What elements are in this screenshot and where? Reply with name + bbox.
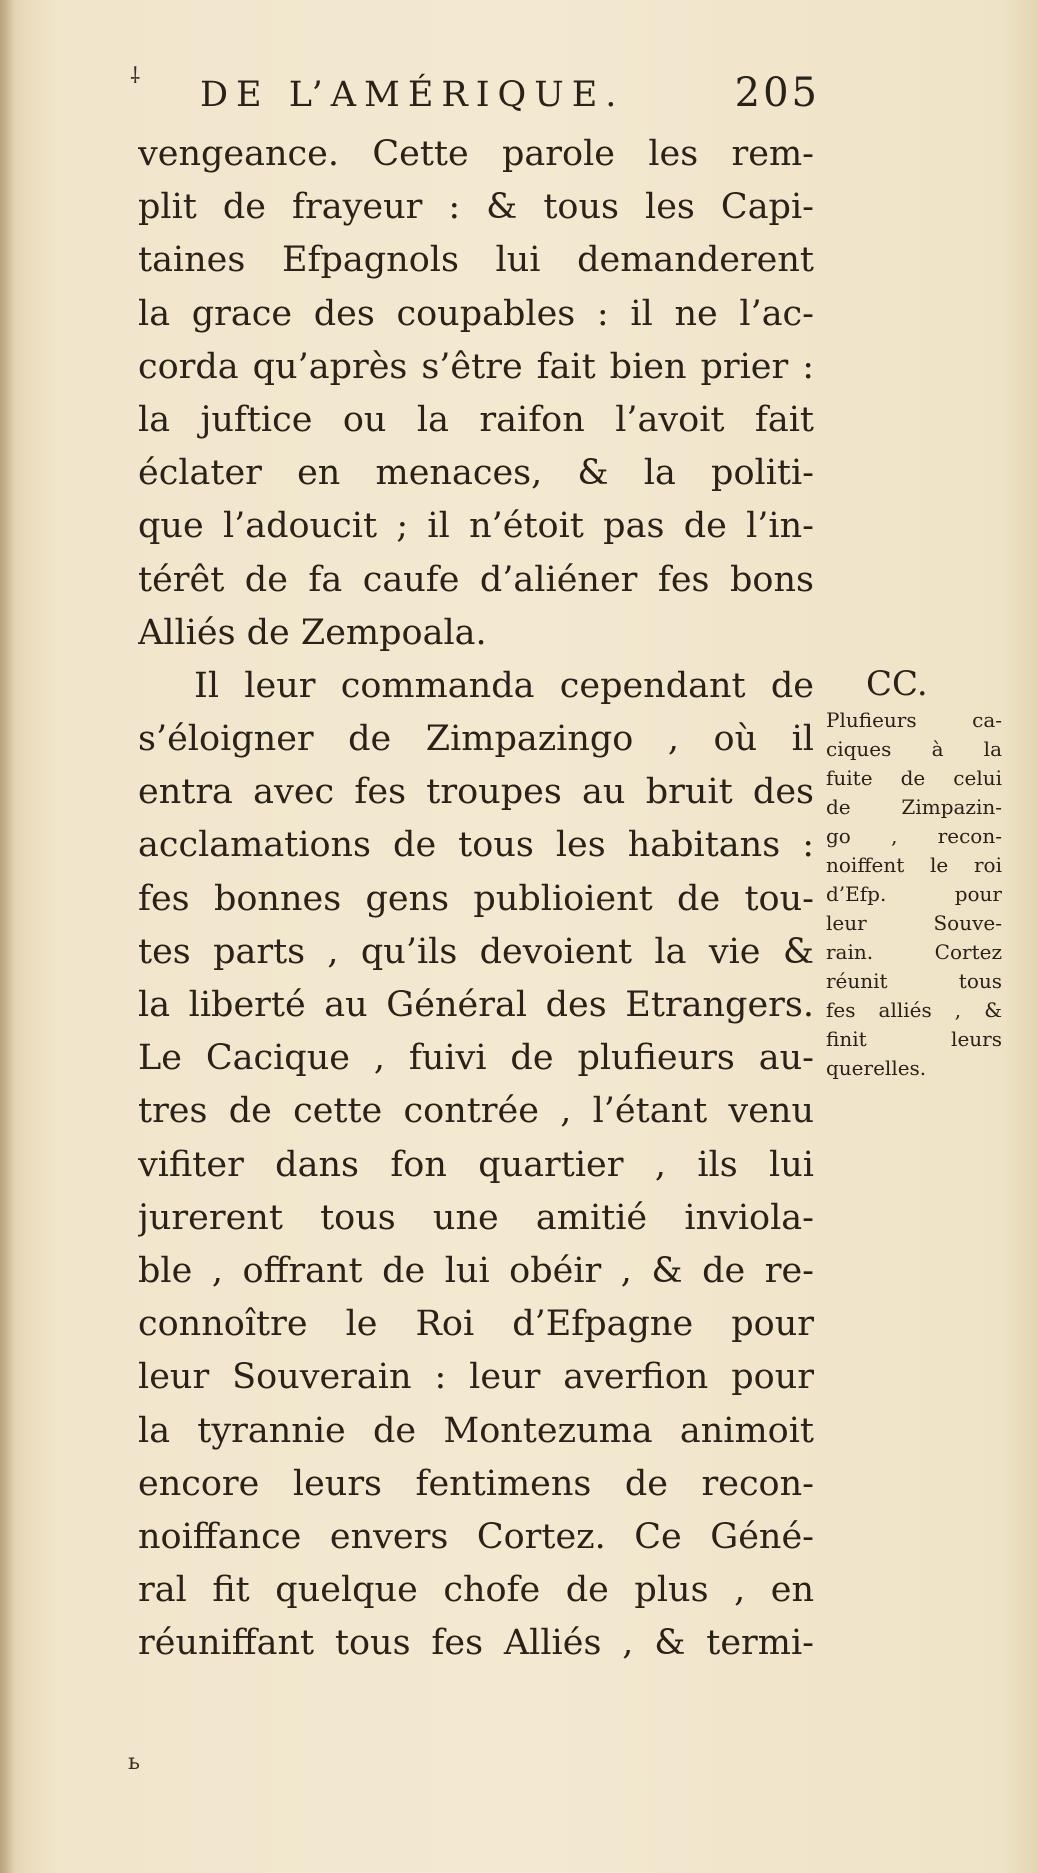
- text-line: la tyrannie de Montezuma animoit: [138, 1410, 814, 1451]
- marginal-line: noiffent le roi: [826, 853, 1002, 877]
- text-line: que l’adoucit ; il n’étoit pas de l’in-: [138, 506, 814, 547]
- text-line: la juftice ou la raifon l’avoit fait: [138, 399, 814, 440]
- marginal-line: ciques à la: [826, 737, 1002, 761]
- text-line: corda qu’après s’être fait bien prier :: [138, 346, 814, 387]
- marginal-line: fes alliés , &: [826, 998, 1002, 1022]
- text-line: taines Efpagnols lui demanderent: [138, 240, 814, 281]
- text-line: la liberté au Général des Etrangers.: [138, 985, 814, 1025]
- marginal-line: rain. Cortez: [826, 940, 1002, 964]
- text-line: Le Cacique , fuivi de plufieurs au-: [138, 1038, 814, 1079]
- text-line: réuniffant tous fes Alliés , & termi-: [138, 1623, 814, 1664]
- marginal-line: querelles.: [826, 1056, 927, 1080]
- signature-mark: ь: [128, 1750, 140, 1775]
- text-line: ral fit quelque chofe de plus , en: [138, 1570, 814, 1611]
- text-line: Il leur commanda cependant de: [194, 665, 814, 706]
- text-line: connoître le Roi d’Efpagne pour: [138, 1304, 814, 1345]
- text-line: vengeance. Cette parole les rem-: [138, 134, 814, 174]
- text-line: éclater en menaces, & la politi-: [138, 453, 814, 494]
- text-line: leur Souverain : leur averfion pour: [138, 1357, 814, 1398]
- running-header: [200, 70, 820, 116]
- main-text-column: [138, 128, 814, 1670]
- text-line: la grace des coupables : il ne l’ac-: [138, 293, 814, 334]
- marginal-line: finit leurs: [826, 1027, 1002, 1051]
- text-line: acclamations de tous les habitans :: [138, 825, 814, 866]
- page-number: 205: [734, 70, 820, 116]
- text-line: tres de cette contrée , l’étant venu: [138, 1091, 814, 1132]
- text-line: Alliés de Zempoala.: [138, 612, 487, 653]
- text-line: vifiter dans fon quartier , ils lui: [138, 1144, 814, 1185]
- marginal-line: Plufieurs ca-: [826, 708, 1002, 732]
- text-line: térêt de fa caufe d’aliéner fes bons: [138, 559, 814, 600]
- marginal-line: go , recon-: [826, 824, 1002, 848]
- text-line: noiffance envers Cortez. Ce Géné-: [138, 1516, 814, 1557]
- text-line: s’éloigner de Zimpazingo , où il: [138, 719, 814, 760]
- text-line: jurerent tous une amitié inviola-: [138, 1197, 814, 1238]
- marginal-line: réunit tous: [826, 969, 1002, 993]
- marginal-line: d’Efp. pour: [826, 882, 1002, 906]
- marginal-line: leur Souve-: [826, 911, 1002, 935]
- margin-mark: ⸸: [130, 64, 141, 89]
- text-line: encore leurs fentimens de recon-: [138, 1463, 814, 1504]
- text-line: plit de frayeur : & tous les Capi-: [138, 187, 814, 228]
- running-title: DE L’AMÉRIQUE.: [200, 75, 625, 115]
- marginal-heading: CC.: [866, 664, 928, 704]
- marginal-line: fuite de celui: [826, 766, 1002, 790]
- marginal-line: de Zimpazin-: [826, 795, 1002, 819]
- text-line: tes parts , qu’ils devoient la vie &: [138, 931, 814, 972]
- page-gutter: [0, 0, 14, 1873]
- marginal-note: [826, 662, 1002, 1083]
- text-line: ble , offrant de lui obéir , & de re-: [138, 1250, 814, 1291]
- text-line: fes bonnes gens publioient de tou-: [138, 878, 814, 919]
- text-line: entra avec fes troupes au bruit des: [138, 772, 814, 813]
